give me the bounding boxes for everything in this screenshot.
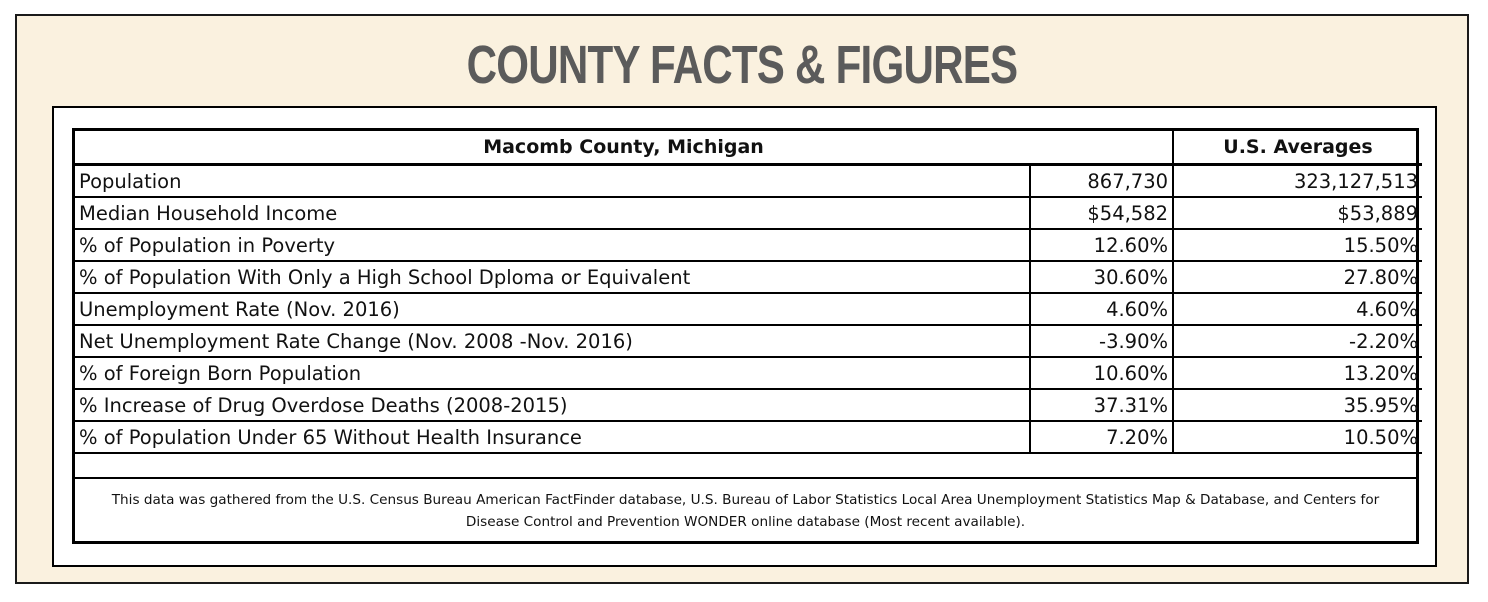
table-row: [75, 357, 1422, 389]
us-value: 4.60%: [1173, 293, 1422, 325]
us-value: 27.80%: [1173, 261, 1422, 293]
row-label: Unemployment Rate (Nov. 2016): [75, 293, 1030, 325]
source-note: This data was gathered from the U.S. Census Bureau American FactFinder database, U.S. Bureau of Labor Statistics Local Area Unemployment Statistics Map & Database, and Centers for Disease Control and Prevention WONDER online database (Most recent available).: [75, 477, 1416, 544]
row-label: % of Population in Poverty: [75, 229, 1030, 261]
table-row: [75, 325, 1422, 357]
us-value: -2.20%: [1173, 325, 1422, 357]
table-row: [75, 229, 1422, 261]
row-label: % Increase of Drug Overdose Deaths (2008-2015): [75, 389, 1030, 421]
table-header-row: [75, 131, 1422, 165]
table-row: [75, 293, 1422, 325]
us-value: 323,127,513: [1173, 165, 1422, 198]
county-value: -3.90%: [1030, 325, 1173, 357]
facts-table-container: [72, 128, 1419, 544]
row-label: Population: [75, 165, 1030, 198]
county-value: 7.20%: [1030, 421, 1173, 453]
table-row: [75, 421, 1422, 453]
row-label: % of Population With Only a High School Dploma or Equivalent: [75, 261, 1030, 293]
county-value: 4.60%: [1030, 293, 1173, 325]
us-value: 15.50%: [1173, 229, 1422, 261]
table-row: [75, 389, 1422, 421]
us-value: 10.50%: [1173, 421, 1422, 453]
county-value: 37.31%: [1030, 389, 1173, 421]
facts-table: [75, 131, 1422, 454]
county-value: 30.60%: [1030, 261, 1173, 293]
county-value: 12.60%: [1030, 229, 1173, 261]
page-title: COUNTY FACTS & FIGURES: [466, 35, 1018, 95]
header-county: Macomb County, Michigan: [75, 131, 1173, 165]
facts-table-body: [75, 131, 1422, 453]
row-label: % of Population Under 65 Without Health Insurance: [75, 421, 1030, 453]
us-value: 13.20%: [1173, 357, 1422, 389]
us-value: 35.95%: [1173, 389, 1422, 421]
county-value: $54,582: [1030, 197, 1173, 229]
row-label: Net Unemployment Rate Change (Nov. 2008 -Nov. 2016): [75, 325, 1030, 357]
row-label: Median Household Income: [75, 197, 1030, 229]
county-value: 867,730: [1030, 165, 1173, 198]
county-value: 10.60%: [1030, 357, 1173, 389]
facts-frame: [15, 14, 1469, 584]
us-value: $53,889: [1173, 197, 1422, 229]
table-row: [75, 261, 1422, 293]
inner-panel: [52, 106, 1437, 567]
header-us-averages: U.S. Averages: [1173, 131, 1422, 165]
table-row: [75, 197, 1422, 229]
row-label: % of Foreign Born Population: [75, 357, 1030, 389]
table-row: [75, 165, 1422, 198]
